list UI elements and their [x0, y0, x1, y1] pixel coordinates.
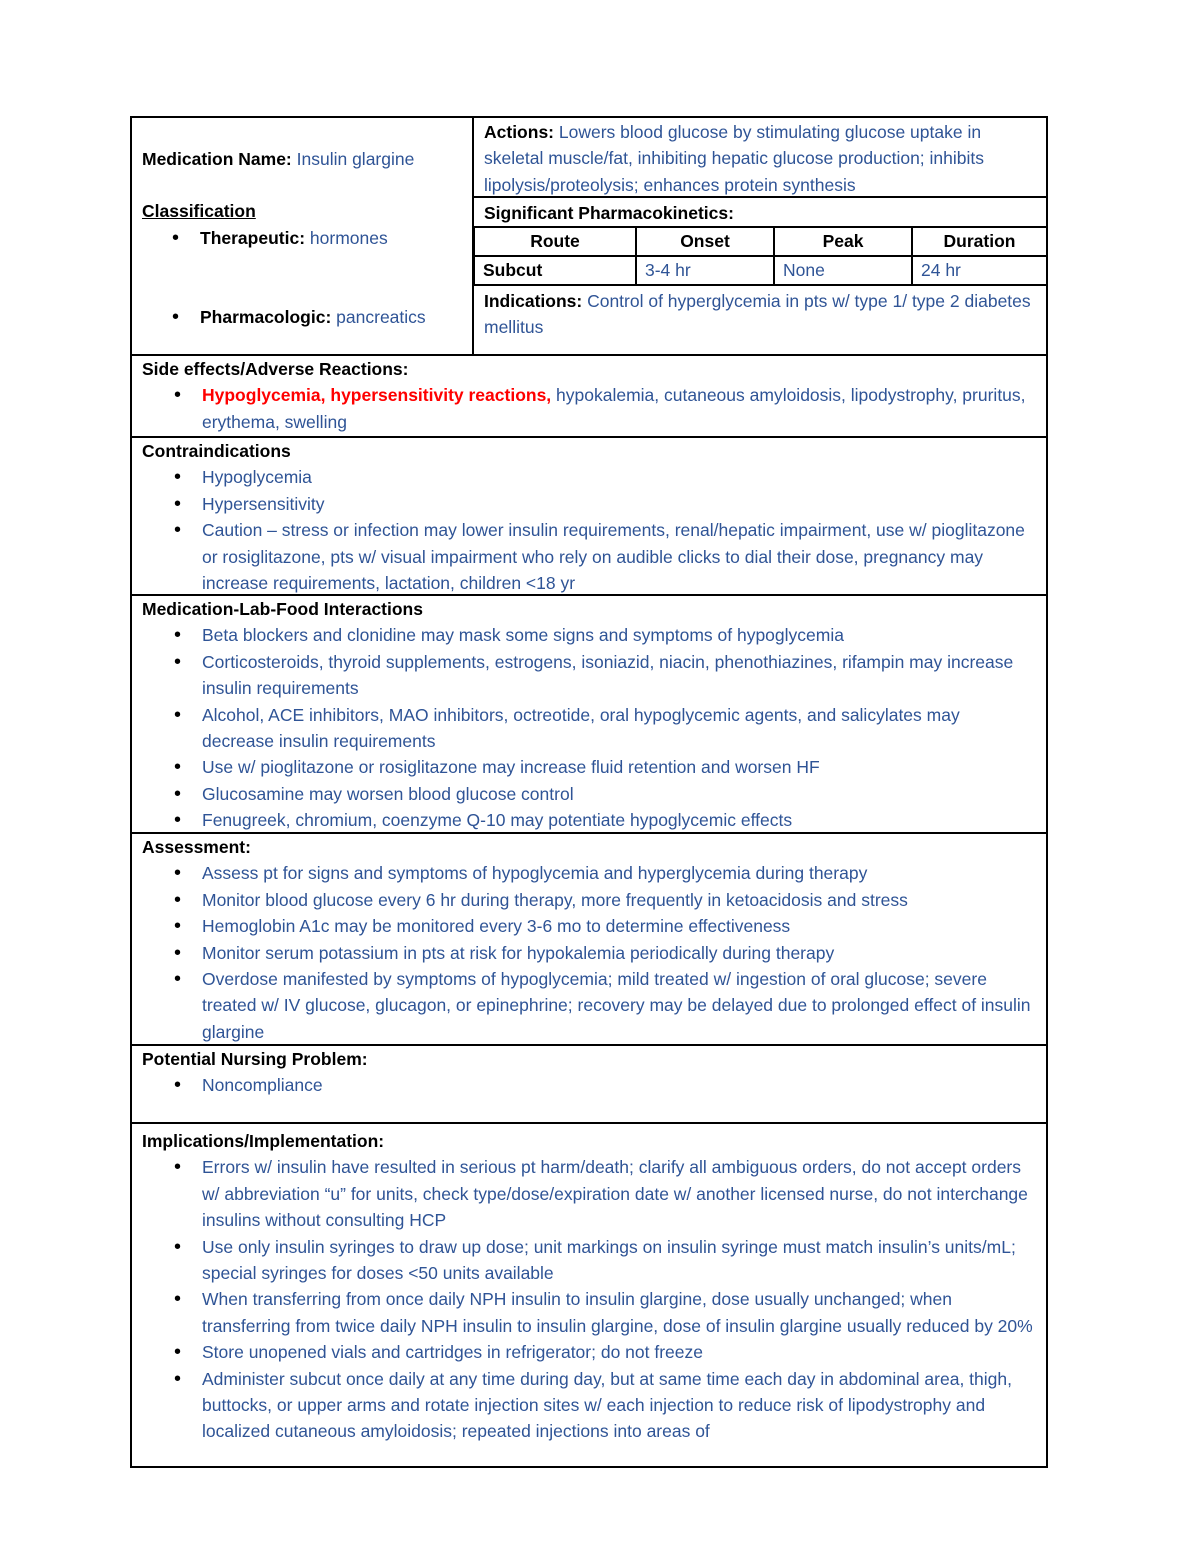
- pharmacologic-label: Pharmacologic:: [200, 307, 332, 327]
- classification-heading: Classification: [142, 201, 256, 221]
- pk-heading: Significant Pharmacokinetics:: [484, 203, 734, 223]
- implication-item: • When transferring from once daily NPH insulin to insulin glargine, dose usually unchanged; when transferring from twice daily NPH insulin to insulin glargine, dose of insulin glargine usually reduced by 20%: [132, 1286, 1036, 1339]
- nursing-problem-item: • Noncompliance: [132, 1072, 1036, 1098]
- side-effects-section: [130, 354, 1048, 438]
- nursing-problem-section: [130, 1044, 1048, 1124]
- pk-duration: 24 hr: [912, 256, 1047, 285]
- medication-label: Medication Name:: [142, 149, 292, 169]
- contraindications-title: Contraindications: [142, 441, 291, 461]
- indications-label: Indications:: [484, 291, 583, 311]
- nursing-problem-title: Potential Nursing Problem:: [142, 1049, 368, 1069]
- assessment-section: [130, 832, 1048, 1046]
- pk-peak: None: [774, 256, 912, 285]
- implications-title: Implications/Implementation:: [142, 1131, 385, 1151]
- contraindication-item: • Hypersensitivity: [132, 491, 1036, 517]
- implication-item: • Store unopened vials and cartridges in refrigerator; do not freeze: [132, 1339, 1036, 1365]
- side-effects-other: hypokalemia, cutaneous amyloidosis, lipodystrophy, pruritus, erythema, swelling: [202, 385, 1026, 432]
- assessment-item: • Monitor blood glucose every 6 hr during therapy, more frequently in ketoacidosis and stress: [132, 887, 1036, 913]
- side-effects-serious: Hypoglycemia, hypersensitivity reactions,: [202, 385, 552, 406]
- implication-item: • Use only insulin syringes to draw up dose; unit markings on insulin syringe must match insulin’s units/mL; special syringes for doses <50 units available: [132, 1234, 1036, 1287]
- interactions-title: Medication-Lab-Food Interactions: [142, 599, 423, 619]
- pk-route: Subcut: [474, 256, 636, 285]
- pk-header-peak: Peak: [774, 227, 912, 256]
- pk-table: [473, 226, 1048, 286]
- therapeutic-value: hormones: [309, 228, 388, 248]
- actions-value: Lowers blood glucose by stimulating glucose uptake in skeletal muscle/fat, inhibiting hepatic glucose production; inhibits lipolysis/proteolysis; enhances protein synthesis: [484, 122, 985, 195]
- pk-divider-top: [474, 196, 1046, 198]
- therapeutic-row: [130, 225, 470, 251]
- pharmacologic-value: pancreatics: [336, 307, 426, 327]
- side-effects-title: Side effects/Adverse Reactions:: [142, 359, 409, 379]
- interaction-item: • Corticosteroids, thyroid supplements, estrogens, isoniazid, niacin, phenothiazines, rifampin may increase insulin requirements: [132, 649, 1036, 702]
- contraindications-section: [130, 436, 1048, 596]
- pk-header-duration: Duration: [912, 227, 1047, 256]
- assessment-item: • Assess pt for signs and symptoms of hypoglycemia and hyperglycemia during therapy: [132, 860, 1036, 886]
- indications-value: Control of hyperglycemia in pts w/ type 1/ type 2 diabetes mellitus: [484, 291, 1031, 338]
- assessment-item: • Hemoglobin A1c may be monitored every 3-6 mo to determine effectiveness: [132, 913, 1036, 939]
- interactions-section: [130, 594, 1048, 834]
- interaction-item: • Glucosamine may worsen blood glucose control: [132, 781, 1036, 807]
- pk-header-route: Route: [474, 227, 636, 256]
- interaction-item: • Beta blockers and clonidine may mask some signs and symptoms of hypoglycemia: [132, 622, 1036, 648]
- implications-section: [130, 1122, 1048, 1468]
- implication-item: • Errors w/ insulin have resulted in serious pt harm/death; clarify all ambiguous orders, do not accept orders w/ abbreviation “u” for units, check type/dose/expiration date w/ another licensed nurse, do not interchange insulins without consulting HCP: [132, 1154, 1036, 1233]
- medication-value: Insulin glargine: [296, 149, 415, 169]
- pharmacologic-row: [130, 304, 470, 330]
- interaction-item: • Use w/ pioglitazone or rosiglitazone may increase fluid retention and worsen HF: [132, 754, 1036, 780]
- pk-data-row: [474, 256, 1047, 285]
- pk-header-onset: Onset: [636, 227, 774, 256]
- implication-item: • Administer subcut once daily at any time during day, but at same time each day in abdominal area, thigh, buttocks, or upper arms and rotate injection sites w/ each injection to reduce risk of lipodystrophy and localized cutaneous amyloidosis; repeated injections into areas of: [132, 1366, 1036, 1445]
- interaction-item: • Fenugreek, chromium, coenzyme Q-10 may potentiate hypoglycemic effects: [132, 807, 1036, 833]
- assessment-item: • Monitor serum potassium in pts at risk for hypokalemia periodically during therapy: [132, 940, 1036, 966]
- interaction-item: • Alcohol, ACE inhibitors, MAO inhibitors, octreotide, oral hypoglycemic agents, and salicylates may decrease insulin requirements: [132, 702, 1036, 755]
- pk-header-row: [474, 227, 1047, 256]
- side-effects-item: [132, 382, 1036, 435]
- actions-text: [484, 119, 1044, 198]
- contraindication-item: • Hypoglycemia: [132, 464, 1036, 490]
- contraindication-item: • Caution – stress or infection may lower insulin requirements, renal/hepatic impairment, use w/ pioglitazone or rosiglitazone, pts w/ visual impairment who rely on audible clicks to dial their dose, pregnancy may increase requirements, lactation, children <18 yr: [132, 517, 1036, 596]
- assessment-item: • Overdose manifested by symptoms of hypoglycemia; mild treated w/ ingestion of oral glucose; severe treated w/ IV glucose, glucagon, or epinephrine; recovery may be delayed due to prolonged effect of insulin glargine: [132, 966, 1036, 1045]
- assessment-title: Assessment:: [142, 837, 251, 857]
- medication-name: [142, 146, 462, 172]
- pk-onset: 3-4 hr: [636, 256, 774, 285]
- therapeutic-label: Therapeutic:: [200, 228, 306, 248]
- actions-label: Actions:: [484, 122, 554, 142]
- indications-text: [484, 288, 1044, 341]
